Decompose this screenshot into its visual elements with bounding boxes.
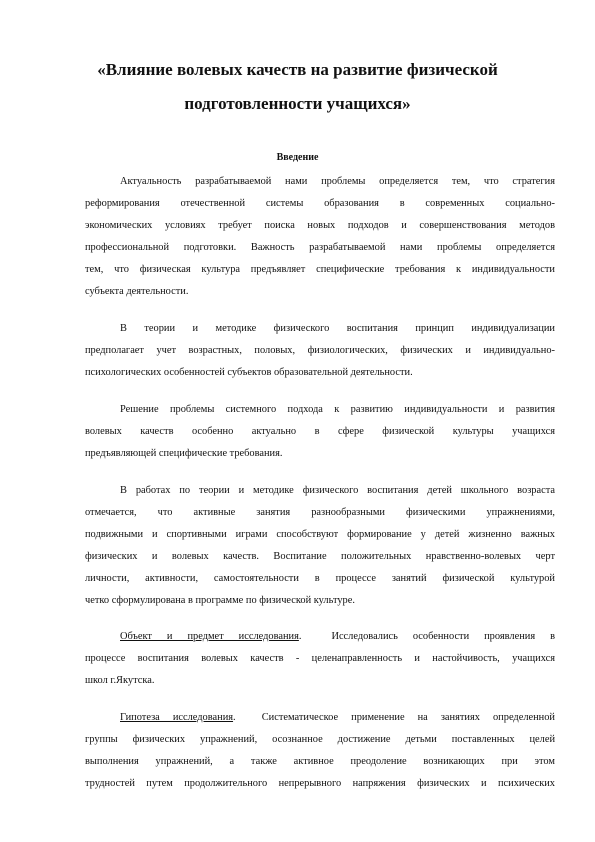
text-line: Актуальность разрабатываемой нами проблемы определяется тем, что стратегия — [120, 176, 555, 187]
text-line: волевых качеств особенно актуально в сфере физической культуры учащихся — [85, 426, 555, 437]
text-line: Решение проблемы системного подхода к развитию индивидуальности и развития — [120, 404, 555, 415]
text-line: предполагает учет возрастных, половых, физиологических, физических и индивидуально- — [85, 345, 555, 356]
hypothesis-label: Гипотеза исследования — [120, 712, 234, 723]
hypothesis-dot: . — [233, 712, 262, 723]
text-line — [120, 711, 555, 724]
text-line: трудностей путем продолжительного непрерывного напряжения физических и психических — [85, 778, 555, 789]
object-dot: . — [298, 631, 332, 642]
hypothesis-text: Систематическое применение на занятиях определенной — [261, 712, 555, 723]
text-line: предъявляющей специфические требования. — [85, 448, 283, 459]
text-line: отмечается, что активные занятия разнообразными физическими упражнениями, — [85, 507, 555, 518]
text-line — [120, 630, 555, 643]
text-line: В работах по теории и методике физического воспитания детей школьного возраста — [120, 485, 555, 496]
text-line: личности, активности, самостоятельности в процессе занятий физической культурой — [85, 573, 555, 584]
section-heading: Введение — [276, 152, 319, 163]
text-line: подвижными и спортивными играми способствуют формирование у детей жизненно важных — [85, 529, 555, 540]
text-line: В теории и методике физического воспитания принцип индивидуализации — [120, 323, 555, 334]
text-line: тем, что физическая культура предъявляет специфические требования к индивидуальности — [85, 264, 555, 275]
document-title-line-1: «Влияние волевых качеств на развитие физической — [97, 60, 498, 79]
text-line: субъекта деятельности. — [85, 286, 189, 297]
text-line: психологических особенностей субъектов образовательной деятельности. — [85, 367, 413, 378]
text-line: реформирования отечественной системы образования в современных социально- — [85, 198, 555, 209]
text-line: выполнения упражнений, а также активное преодоление возникающих при этом — [85, 756, 555, 767]
text-line: школ г.Якутска. — [85, 675, 155, 686]
text-line: профессиональной подготовки. Важность разрабатываемой нами проблемы определяется — [85, 242, 555, 253]
text-line: группы физических упражнений, осознанное достижение детьми поставленных целей — [85, 734, 555, 745]
text-line: процессе воспитания волевых качеств - целенаправленность и настойчивость, учащихся — [85, 653, 555, 664]
text-line: экономических условиях требует поиска новых подходов и совершенствования методов — [85, 220, 555, 231]
object-text: Исследовались особенности проявления в — [331, 631, 555, 642]
text-line: четко сформулирована в программе по физической культуре. — [85, 595, 355, 606]
document-title-line-2: подготовленности учащихся» — [184, 94, 411, 113]
object-label: Объект и предмет исследования — [120, 631, 299, 642]
text-line: физических и волевых качеств. Воспитание положительных нравственно-волевых черт — [85, 551, 555, 562]
